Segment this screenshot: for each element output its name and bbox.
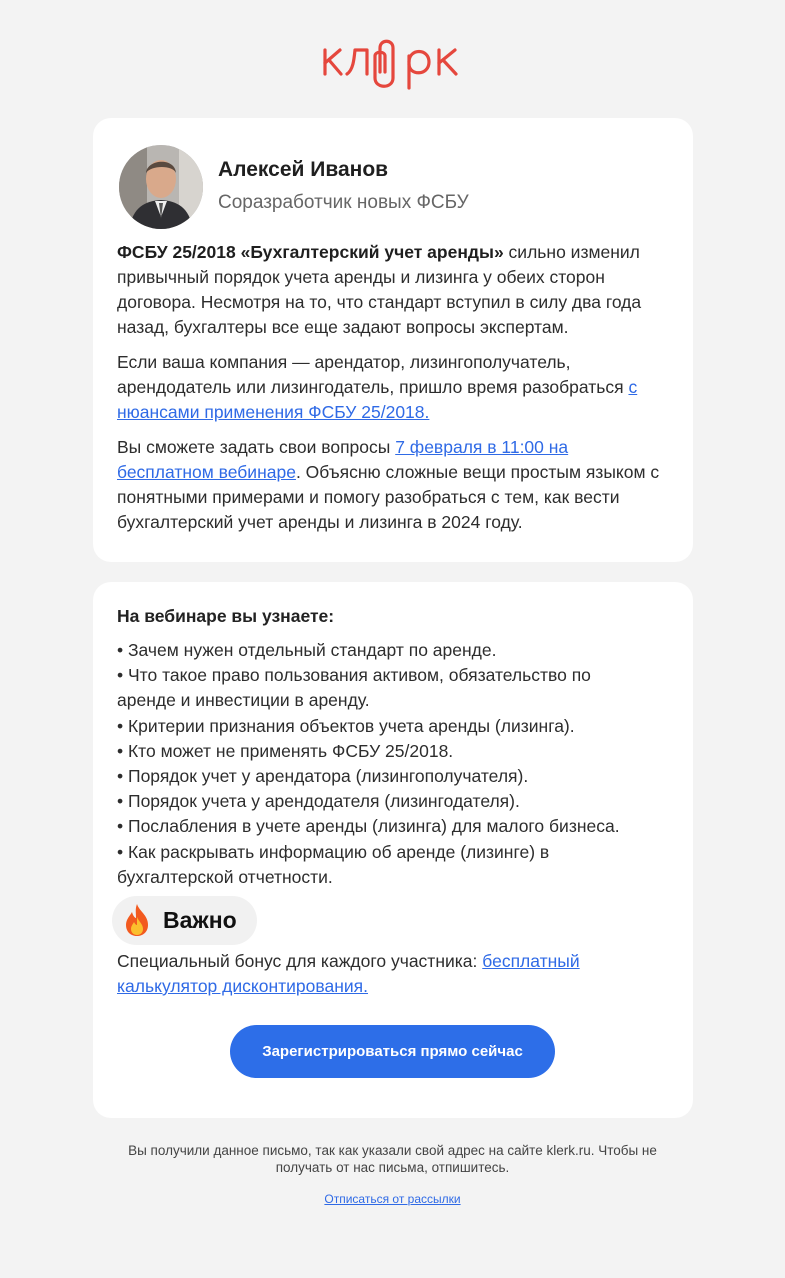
intro-paragraph-3-rest: . Объясню сложные вещи простым языком с понятными примерами и помогу разобраться с тем, как вести бухгалтерский учет аренды и лизинга в 2024 году. — [117, 462, 660, 532]
unsubscribe-row — [0, 1192, 785, 1206]
bonus-paragraph — [117, 949, 637, 999]
list-item: • Порядок учет у арендатора (лизингополучателя). — [117, 766, 529, 787]
footer-note: Вы получили данное письмо, так как указали свой адрес на сайте klerk.ru. Чтобы не получать от нас письма, отпишитесь. — [128, 1143, 657, 1175]
fire-icon — [122, 903, 152, 937]
intro-paragraph-1 — [117, 240, 665, 340]
learn-heading: На вебинаре вы узнаете: — [117, 606, 335, 626]
author-name: Алексей Иванов — [218, 158, 389, 181]
intro-paragraph-2 — [117, 350, 665, 425]
list-item: • Кто может не применять ФСБУ 25/2018. — [117, 740, 454, 761]
nuances-link[interactable]: с нюансами применения ФСБУ 25/2018. — [117, 377, 638, 422]
important-badge — [112, 896, 257, 945]
intro-card — [93, 118, 693, 562]
register-button[interactable]: Зарегистрироваться прямо сейчас — [230, 1025, 555, 1078]
bonus-text: Специальный бонус для каждого участника: — [117, 951, 483, 971]
standard-title: ФСБУ 25/2018 «Бухгалтерский учет аренды» — [117, 242, 504, 262]
list-item: • Критерии признания объектов учета аренды (лизинга). — [117, 715, 575, 736]
author-photo — [119, 145, 203, 229]
author-role: Соразработчик новых ФСБУ — [218, 192, 469, 213]
intro-paragraph-3-text: Вы сможете задать свои вопросы — [117, 437, 396, 457]
list-item: • Послабления в учете аренды (лизинга) для малого бизнеса. — [117, 816, 620, 837]
author-avatar — [119, 145, 203, 229]
learn-list — [117, 638, 647, 890]
list-item: • Что такое право пользования активом, обязательство по аренде и инвестиции в аренду. — [117, 665, 591, 711]
webinar-link[interactable]: 7 февраля в 11:00 на бесплатном вебинаре — [117, 437, 569, 482]
calculator-link[interactable]: бесплатный калькулятор дисконтирования. — [117, 951, 580, 996]
important-label: Важно — [163, 907, 237, 933]
intro-paragraph-1-text: сильно изменил привычный порядок учета аренды и лизинга у обеих сторон договора. Несмотря на то, что стандарт вступил в силу два года назад, бухгалтеры все еще задают вопросы экспертам. — [117, 242, 642, 337]
klerk-logo — [322, 34, 464, 90]
list-item: • Как раскрывать информацию об аренде (лизинге) в бухгалтерской отчетности. — [117, 841, 550, 887]
unsubscribe-link[interactable]: Отписаться от рассылки — [324, 1192, 461, 1206]
list-item: • Зачем нужен отдельный стандарт по аренде. — [117, 640, 497, 660]
intro-paragraph-2-text: Если ваша компания — арендатор, лизингополучатель, арендодатель или лизингодатель, пришло время разобраться — [117, 352, 629, 397]
list-item: • Порядок учета у арендодателя (лизингодателя). — [117, 791, 520, 812]
program-card — [93, 582, 693, 1118]
intro-paragraph-3 — [117, 435, 665, 535]
author-block — [119, 145, 659, 229]
